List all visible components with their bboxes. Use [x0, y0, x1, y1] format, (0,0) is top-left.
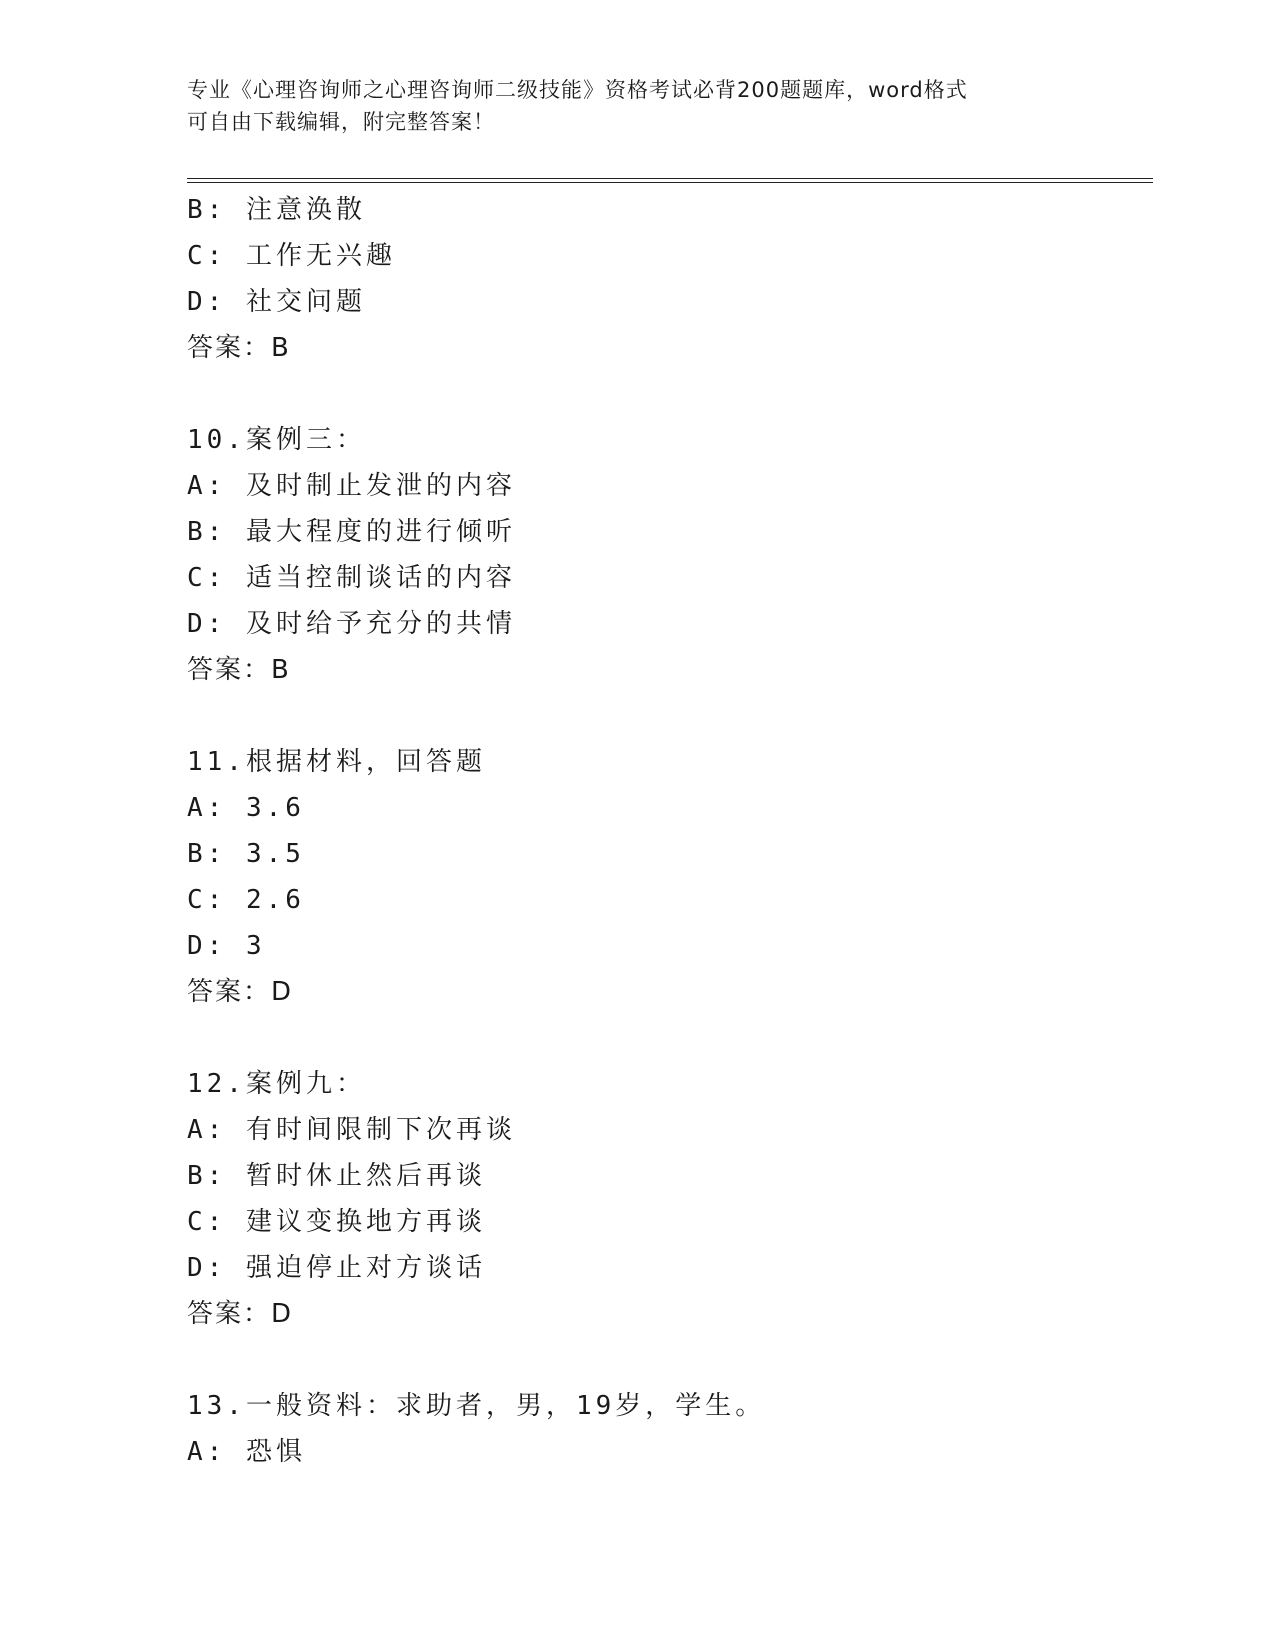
question-stem: 10.案例三：	[187, 425, 366, 455]
spacer	[187, 1337, 1147, 1383]
question-stem: 13.一般资料：求助者，男，19岁，学生。	[187, 1391, 766, 1421]
option-b: B: 最大程度的进行倾听	[187, 517, 516, 547]
option-d: D: 及时给予充分的共情	[187, 609, 516, 639]
question-block-13	[187, 1383, 1147, 1475]
question-block-12	[187, 1061, 1147, 1337]
spacer	[187, 1015, 1147, 1061]
question-stem: 12.案例九：	[187, 1069, 366, 1099]
document-header	[187, 74, 1067, 138]
option-d: D: 3	[187, 931, 266, 961]
answer-line: 答案：D	[187, 977, 294, 1007]
option-c: C: 建议变换地方再谈	[187, 1207, 486, 1237]
option-a: A: 恐惧	[187, 1437, 306, 1467]
answer-line: 答案：B	[187, 655, 291, 685]
question-stem: 11.根据材料，回答题	[187, 747, 486, 777]
question-block-10	[187, 417, 1147, 693]
spacer	[187, 693, 1147, 739]
option-d: D: 强迫停止对方谈话	[187, 1253, 486, 1283]
option-b: B: 注意涣散	[187, 195, 366, 225]
option-c: C: 2.6	[187, 885, 305, 915]
header-line-1: 专业《心理咨询师之心理咨询师二级技能》资格考试必背200题题库，word格式	[187, 78, 968, 102]
option-c: C: 适当控制谈话的内容	[187, 563, 516, 593]
option-c: C: 工作无兴趣	[187, 241, 396, 271]
header-divider	[187, 178, 1153, 183]
answer-line: 答案：D	[187, 1299, 294, 1329]
answer-line: 答案：B	[187, 333, 291, 363]
question-block-11	[187, 739, 1147, 1015]
option-b: B: 3.5	[187, 839, 305, 869]
header-line-2: 可自由下载编辑，附完整答案！	[187, 110, 495, 134]
spacer	[187, 371, 1147, 417]
question-block-9	[187, 187, 1147, 371]
option-b: B: 暂时休止然后再谈	[187, 1161, 486, 1191]
option-a: A: 有时间限制下次再谈	[187, 1115, 516, 1145]
option-a: A: 及时制止发泄的内容	[187, 471, 516, 501]
option-a: A: 3.6	[187, 793, 305, 823]
option-d: D: 社交问题	[187, 287, 366, 317]
question-list	[187, 187, 1147, 1475]
